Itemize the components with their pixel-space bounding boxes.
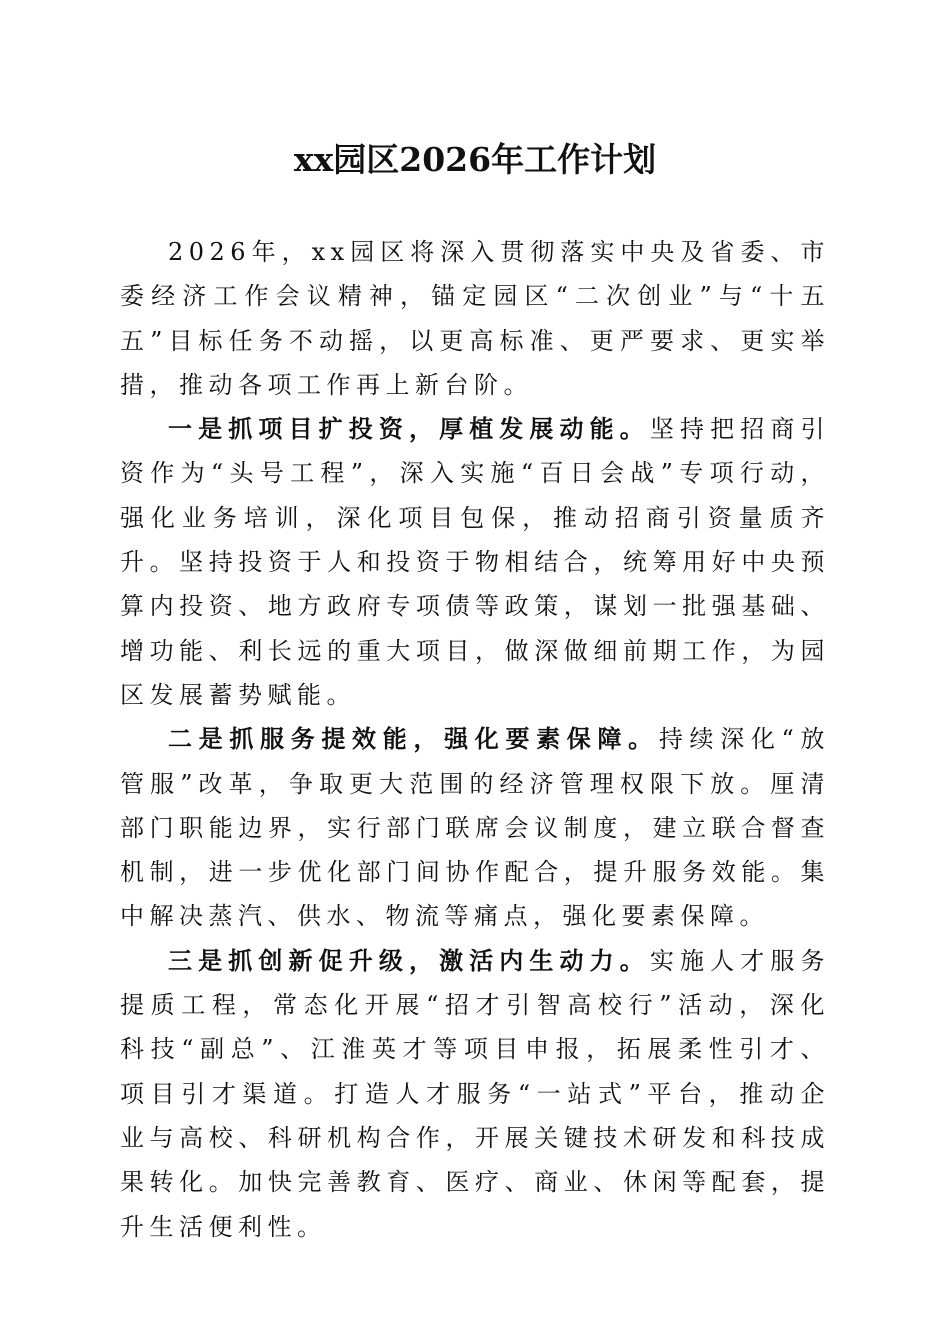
section-paragraph-3 (120, 939, 830, 1249)
document-title: xx园区2026年工作计划 (293, 140, 657, 179)
section-heading-3: 三是抓创新促升级，激活内生动力。 (168, 945, 650, 975)
section-heading-2: 二是抓服务提效能，强化要素保障。 (168, 724, 659, 754)
section-text-2: 持续深化“放管服”改革，争取更大范围的经济管理权限下放。厘清部门职能边界，实行部门联席会议制度，建立联合督查机制，进一步优化部门间协作配合，提升服务效能。集中解决蒸汽、供水、物流等痛点，强化要素保障。 (120, 725, 830, 931)
section-paragraph-2 (120, 717, 830, 938)
section-text-1: 坚持把招商引资作为“头号工程”，深入实施“百日会战”专项行动，强化业务培训，深化项目包保，推动招商引资量质齐升。坚持投资于人和投资于物相结合，统筹用好中央预算内投资、地方政府专项债等政策，谋划一批强基础、增功能、利长远的重大项目，做深做细前期工作，为园区发展蓄势赋能。 (120, 415, 831, 709)
section-text-3: 实施人才服务提质工程，常态化开展“招才引智高校行”活动，深化科技“副总”、江淮英才等项目申报，拓展柔性引才、项目引才渠道。打造人才服务“一站式”平台，推动企业与高校、科研机构合作，开展关键技术研发和科技成果转化。加快完善教育、医疗、商业、休闲等配套，提升生活便利性。 (120, 946, 831, 1241)
intro-paragraph: 2026年，xx园区将深入贯彻落实中央及省委、市委经济工作会议精神，锚定园区“二次创业”与“十五五”目标任务不动摇，以更高标准、更严要求、更实举措，推动各项工作再上新台阶。 (120, 238, 830, 399)
document-body (120, 230, 830, 1249)
section-heading-1: 一是抓项目扩投资，厚植发展动能。 (168, 414, 650, 444)
section-paragraph-1 (120, 407, 830, 717)
